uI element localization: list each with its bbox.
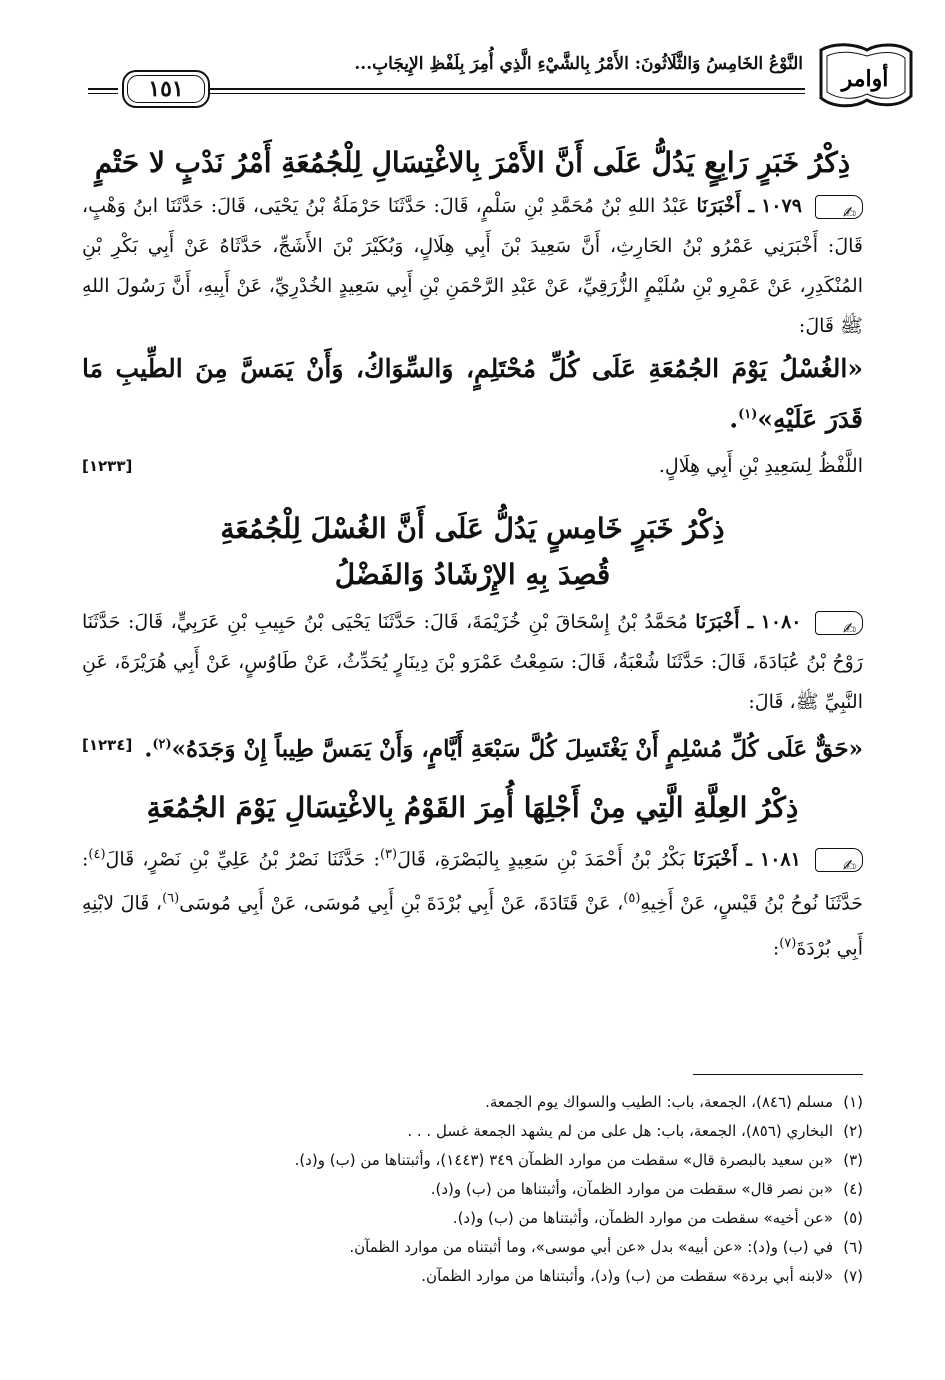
narration-marker-icon — [815, 848, 863, 872]
footnote: (٢)البخاري (٨٥٦)، الجمعة، باب: هل على من لم يشهد الجمعة غسل . . . — [407, 1122, 863, 1140]
footnote-marker: (٤) — [88, 846, 106, 862]
header-rule-left-thin — [88, 93, 118, 94]
isnad-part: ، قَالَ لابْنِهِ أَبِي بُرْدَةَ — [82, 892, 863, 959]
footnote-marker: (٦) — [162, 891, 180, 907]
hadith-isnad: ✍ ١٠٨٠ ـ أَخْبَرَنَا مُحَمَّدُ بْنُ إِسْحَاقَ بْنِ خُزَيْمَةَ، قَالَ: حَدَّثَنَا يَحْيَى بْنُ حَبِيبِ بْنِ عَرَبِيٍّ، قَالَ: حَدَّثَنَا رَوْحُ بْنُ عُبَادَةَ، قَالَ: حَدَّثَنَا شُعْبَةُ، قَالَ: سَمِعْتُ عَمْرَو بْنَ دِينَارٍ يُحَدِّثُ، عَنْ طَاوُسٍ، عَنْ أَبِي هُرَيْرَةَ، عَنِ النَّبِيِّ ﷺ، قَالَ: — [82, 602, 863, 722]
hadith-number: ١٠٨١ — [759, 848, 801, 871]
main-content — [82, 140, 863, 968]
footnote-marker: (١) — [738, 407, 758, 422]
header-rule — [210, 88, 805, 90]
section-heading: ذِكْرُ خَبَرٍ خَامِسٍ يَدُلُّ عَلَى أَنَّ الغُسْلَ لِلْجُمُعَةِ — [220, 512, 725, 546]
hadith-matn: «الغُسْلُ يَوْمَ الجُمُعَةِ عَلَى كُلِّ مُحْتَلِمٍ، وَالسِّوَاكُ، وَأَنْ يَمَسَّ مِنَ الطِّيبِ مَا قَدَرَ عَلَيْهِ»$^{(١)}$. — [82, 354, 863, 434]
isnad-part: ، عَنْ قَتَادَةَ، عَنْ أَبِي بُرْدَةَ بْنِ أَبِي مُوسَى، عَنْ أَبِي مُوسَى — [179, 892, 624, 915]
hadith-matn: «حَقٌّ عَلَى كُلِّ مُسْلِمٍ أَنْ يَغْتَسِلَ كُلَّ سَبْعَةِ أَيَّامٍ، وَأَنْ يَمَسَّ طِيباً إِنْ وَجَدَهُ»$^{(٢)}$. [١٢٣٤] — [82, 722, 863, 773]
footnote-marker: (٣) — [379, 846, 398, 862]
isnad-text: عَبْدُ اللهِ بْنُ مُحَمَّدِ بْنِ سَلْمٍ، قَالَ: حَدَّثَنَا حَرْمَلَةُ بْنُ يَحْيَى، قَالَ: حَدَّثَنَا ابنُ وَهْبٍ، قَالَ: أَخْبَرَنِي عَمْرُو بْنُ الحَارِثِ، أَنَّ سَعِيدَ بْنَ أَبِي هِلَالٍ، وَبُكَيْرَ بْنَ الأَشَجِّ، حَدَّثَاهُ عَنْ أَبِي بَكْرِ بْنِ المُنْكَدِرِ، عَنْ عَمْرِو بْنِ سُلَيْمٍ الزُّرَقِيِّ، عَنْ عَبْدِ الرَّحْمَنِ بْنِ أَبِي سَعِيدٍ الخُدْرِيِّ، عَنْ أَبِيهِ، أَنَّ رَسُولَ اللهِ ﷺ قَالَ: — [82, 195, 863, 337]
isnad-part: : — [772, 936, 780, 959]
header-rule-thin — [210, 93, 805, 94]
hadith-reference: [١٢٣٣] — [82, 457, 133, 476]
note-text: اللَّفْظُ لِسَعِيدِ بْنِ أَبِي هِلَالٍ. — [658, 455, 863, 478]
akhbarana-word: أَخْبَرَنَا — [695, 611, 740, 634]
section-heading-line2: قُصِدَ بِهِ الإِرْشَادُ وَالفَضْلُ — [334, 558, 611, 592]
isnad-part: : حَدَّثَنَا نَصْرُ بْنُ عَلِيِّ بْنِ نَصْرٍ، قَالَ — [105, 848, 380, 871]
page-number: ١٥١ — [122, 70, 210, 108]
hadith-isnad: ✍ ١٠٨١ ـ أَخْبَرَنَا بَكْرُ بْنُ أَحْمَدَ بْنِ سَعِيدٍ بِالبَصْرَةِ، قَالَ$^{(٣)}$: حَدَّثَنَا نَصْرُ بْنُ عَلِيِّ بْنِ نَصْرٍ، قَالَ$^{(٤)}$: حَدَّثَنَا نُوحُ بْنُ قَيْسٍ، عَنْ أَخِيهِ$^{(٥)}$، عَنْ قَتَادَةَ، عَنْ أَبِي بُرْدَةَ بْنِ أَبِي مُوسَى، عَنْ أَبِي مُوسَى$^{(٦)}$، قَالَ لابْنِهِ أَبِي بُرْدَةَ$^{(٧)}$: — [82, 835, 863, 968]
section-heading: ذِكْرُ خَبَرٍ رَابِعٍ يَدُلُّ عَلَى أَنَّ الأَمْرَ بِالاغْتِسَالِ لِلْجُمُعَةِ أَمْرُ نَدْبٍ لا حَتْمٍ — [94, 146, 851, 179]
footnote: (٦)في (ب) و(د): «عن أبيه» بدل «عن أبي موسى»، وما أثبتناه من موارد الظمآن. — [349, 1238, 863, 1256]
footnote-marker: (٢) — [152, 737, 172, 753]
header-rule-left — [88, 88, 118, 90]
akhbarana-word: أَخْبَرَنَا — [693, 848, 738, 871]
footnotes — [82, 1088, 863, 1291]
matn-text: «حَقٌّ عَلَى كُلِّ مُسْلِمٍ أَنْ يَغْتَسِلَ كُلَّ سَبْعَةِ أَيَّامٍ، وَأَنْ يَمَسَّ طِيباً إِنْ وَجَدَهُ» — [171, 735, 863, 763]
narration-marker-icon — [815, 195, 863, 219]
footnote: (٤)«بن نصر قال» سقطت من موارد الظمآن، وأثبتناها من (ب) و(د). — [430, 1180, 863, 1198]
footnote: (٥)«عن أخيه» سقطت من موارد الظمآن، وأثبتناها من (ب) و(د). — [452, 1209, 863, 1227]
running-title: النَّوْعُ الخَامِسُ وَالثَّلَاثُونَ: الأَمْرُ بِالشَّيْءِ الَّذِي أُمِرَ بِلَفْظِ الإِيجَابِ... — [354, 54, 803, 74]
akhbarana-word: أَخْبَرَنَا — [696, 195, 741, 217]
narration-note — [82, 446, 863, 486]
footnote-rule — [693, 1074, 863, 1075]
isnad-part: بَكْرُ بْنُ أَحْمَدَ بْنِ سَعِيدٍ بِالبَصْرَةِ، قَالَ — [397, 848, 685, 871]
section-heading: ذِكْرُ العِلَّةِ الَّتِي مِنْ أَجْلِهَا أُمِرَ القَوْمُ بِالاغْتِسَالِ يَوْمَ الجُمُعَةِ — [146, 790, 799, 824]
narration-marker-icon — [815, 611, 863, 635]
footnote: (٧)«لابنه أبي بردة» سقطت من (ب) و(د)، وأثبتناها من موارد الظمآن. — [421, 1267, 863, 1285]
hadith-number: ١٠٧٩ — [761, 195, 802, 217]
matn-text: «الغُسْلُ يَوْمَ الجُمُعَةِ عَلَى كُلِّ مُحْتَلِمٍ، وَالسِّوَاكُ، وَأَنْ يَمَسَّ مِنَ الطِّيبِ مَا قَدَرَ عَلَيْهِ» — [82, 354, 863, 434]
ornament-text: أوامر — [841, 66, 889, 92]
chapter-ornament-icon — [815, 40, 915, 112]
isnad-text: مُحَمَّدُ بْنُ إِسْحَاقَ بْنِ خُزَيْمَةَ، قَالَ: حَدَّثَنَا يَحْيَى بْنُ حَبِيبِ بْنِ عَرَبِيٍّ، قَالَ: حَدَّثَنَا رَوْحُ بْنُ عُبَادَةَ، قَالَ: حَدَّثَنَا شُعْبَةُ، قَالَ: سَمِعْتُ عَمْرَو بْنَ دِينَارٍ يُحَدِّثُ، عَنْ طَاوُسٍ، عَنْ أَبِي هُرَيْرَةَ، عَنِ النَّبِيِّ ﷺ، قَالَ: — [82, 611, 863, 714]
page-header — [88, 40, 915, 120]
footnote-marker: (٧) — [779, 935, 797, 951]
hadith-isnad: ✍ ١٠٧٩ ـ أَخْبَرَنَا عَبْدُ اللهِ بْنُ مُحَمَّدِ بْنِ سَلْمٍ، قَالَ: حَدَّثَنَا حَرْمَلَةُ بْنُ يَحْيَى، قَالَ: حَدَّثَنَا ابنُ وَهْبٍ، قَالَ: أَخْبَرَنِي عَمْرُو بْنُ الحَارِثِ، أَنَّ سَعِيدَ بْنَ أَبِي هِلَالٍ، وَبُكَيْرَ بْنَ الأَشَجِّ، حَدَّثَاهُ عَنْ أَبِي بَكْرِ بْنِ المُنْكَدِرِ، عَنْ عَمْرِو بْنِ سُلَيْمٍ الزُّرَقِيِّ، عَنْ عَبْدِ الرَّحْمَنِ بْنِ أَبِي سَعِيدٍ الخُدْرِيِّ، عَنْ أَبِيهِ، أَنَّ رَسُولَ اللهِ ﷺ قَالَ: — [82, 186, 863, 346]
hadith-reference: [١٢٣٤] — [82, 736, 133, 755]
footnote-marker: (٥) — [623, 891, 641, 907]
isnad-part: : حَدَّثَنَا نُوحُ بْنُ قَيْسٍ، عَنْ أَخِيهِ — [82, 848, 863, 915]
hadith-number: ١٠٨٠ — [760, 611, 802, 634]
footnote: (٣)«بن سعيد بالبصرة قال» سقطت من موارد الظمآن ٣٤٩ (١٤٤٣)، وأثبتناها من (ب) و(د). — [294, 1151, 863, 1169]
footnote: (١)مسلم (٨٤٦)، الجمعة، باب: الطيب والسواك يوم الجمعة. — [485, 1093, 863, 1111]
